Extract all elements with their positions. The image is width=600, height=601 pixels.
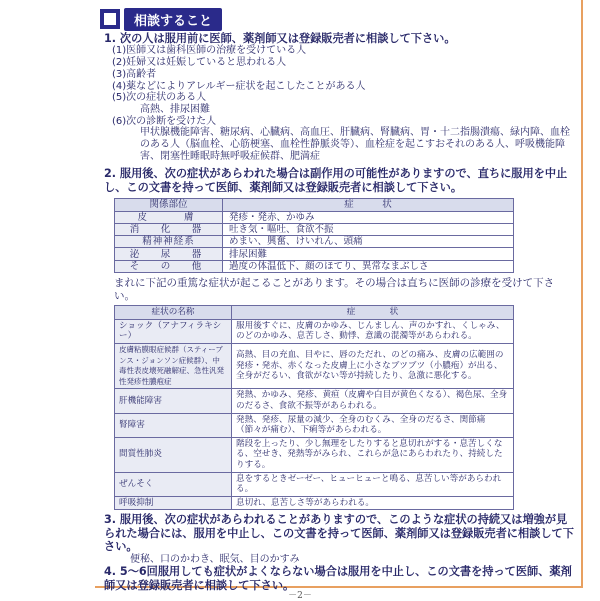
s1-item: (1)医師又は歯科医師の治療を受けている人 bbox=[112, 45, 307, 57]
symptom-desc: 階段を上ったり、少し無理をしたりすると息切れがする・息苦しくなる、空せき、発熱等がみられ、これらが急にあらわれたり、持続したりする。 bbox=[232, 437, 514, 472]
section-title: 相談すること bbox=[124, 8, 222, 31]
table-header: 症 状 bbox=[232, 306, 514, 320]
s1-item: (2)妊婦又は妊娠していると思われる人 bbox=[112, 57, 287, 69]
table-row bbox=[115, 260, 514, 272]
s2-title: 2. 服用後、次の症状があらわれた場合は副作用の可能性がありますので、直ちに服用を中止し、この文書を持って医師、薬剤師又は登録販売者に相談して下さい。 bbox=[104, 167, 568, 194]
s4-title: 4. 5～6回服用しても症状がよくならない場合は服用を中止し、この文書を持って医師、薬剤師又は登録販売者に相談して下さい。 bbox=[104, 565, 572, 592]
symptom-name: ぜんそく bbox=[115, 472, 232, 496]
serious-symptom-table bbox=[114, 305, 514, 510]
table-row bbox=[115, 437, 514, 472]
table-cell: 皮 膚 bbox=[115, 211, 223, 223]
s1-title: 1. 次の人は服用前に医師、薬剤師又は登録販売者に相談して下さい。 bbox=[104, 32, 456, 45]
s1-item: (5)次の症状のある人 bbox=[112, 92, 207, 104]
table-row bbox=[115, 236, 514, 248]
table-header: 症状の名称 bbox=[115, 306, 232, 320]
table-cell: 泌 尿 器 bbox=[115, 248, 223, 260]
symptom-desc: 発熱、かゆみ、発疹、黄疸（皮膚や白目が黄色くなる）、褐色尿、全身のだるさ、食欲不振等があらわれる。 bbox=[232, 389, 514, 413]
table-cell: そ の 他 bbox=[115, 260, 223, 272]
table-cell: 発疹・発赤、かゆみ bbox=[223, 211, 514, 223]
table-row bbox=[115, 223, 514, 235]
symptom-name: ショック（アナフィラキシー） bbox=[115, 319, 232, 343]
table-row bbox=[115, 496, 514, 510]
section-header bbox=[100, 8, 222, 30]
leaflet-icon bbox=[100, 9, 120, 29]
s1-item: (4)薬などによりアレルギー症状を起こしたことがある人 bbox=[112, 80, 366, 92]
symptom-desc: 服用後すぐに、皮膚のかゆみ、じんましん、声のかすれ、くしゃみ、のどのかゆみ、息苦しさ、動悸、意識の混濁等があらわれる。 bbox=[232, 319, 514, 343]
s1-item: (3)高齢者 bbox=[112, 68, 157, 80]
table-row bbox=[115, 413, 514, 437]
s1-item5-detail: 高熱、排尿困難 bbox=[140, 103, 210, 115]
s1-item: (6)次の診断を受けた人 bbox=[112, 115, 217, 127]
table-row bbox=[115, 248, 514, 260]
table-cell: 排尿困難 bbox=[223, 248, 514, 260]
s1-item6-detail: 甲状腺機能障害、糖尿病、心臓病、高血圧、肝臓病、腎臓病、胃・十二指腸潰瘍、緑内障、血栓のある人（脳血栓、心筋梗塞、血栓性静脈炎等）、血栓症を起こすおそれのある人、呼吸機能障害、閉塞性睡眠時無呼吸症候群、肥満症 bbox=[140, 127, 570, 162]
table-row bbox=[115, 472, 514, 496]
page-number: －2－ bbox=[288, 591, 312, 601]
rare-note: まれに下記の重篤な症状が起こることがあります。その場合は直ちに医師の診療を受けて下さい。 bbox=[114, 277, 555, 302]
symptom-desc: 息をするときゼーゼー、ヒューヒューと鳴る、息苦しい等があらわれる。 bbox=[232, 472, 514, 496]
symptom-name: 間質性肺炎 bbox=[115, 437, 232, 472]
symptom-name: 腎障害 bbox=[115, 413, 232, 437]
table-header-row bbox=[115, 199, 514, 211]
table-cell: めまい、興奮、けいれん、頭痛 bbox=[223, 236, 514, 248]
s3-detail: 便秘、口のかわき、眠気、目のかすみ bbox=[130, 553, 300, 565]
table-cell: 精神神経系 bbox=[115, 236, 223, 248]
table-row bbox=[115, 389, 514, 413]
symptom-desc: 息切れ、息苦しさ等があらわれる。 bbox=[232, 496, 514, 510]
table-header: 症 状 bbox=[223, 199, 514, 211]
table-row bbox=[115, 211, 514, 223]
table-header-row bbox=[115, 306, 514, 320]
symptom-name: 肝機能障害 bbox=[115, 389, 232, 413]
side-effect-table bbox=[114, 198, 514, 273]
table-cell: 過度の体温低下、顔のほてり、異常なまぶしさ bbox=[223, 260, 514, 272]
table-row bbox=[115, 319, 514, 343]
table-header: 関係部位 bbox=[115, 199, 223, 211]
table-cell: 消 化 器 bbox=[115, 223, 223, 235]
symptom-desc: 高熱、目の充血、目やに、唇のただれ、のどの痛み、皮膚の広範囲の発疹・発赤、赤くなった皮膚上に小さなブツブツ（小膿疱）が出る、全身がだるい、食欲がない等が持続したり、急激に悪化する。 bbox=[232, 344, 514, 389]
table-row bbox=[115, 344, 514, 389]
s3-title: 3. 服用後、次の症状があらわれることがありますので、このような症状の持続又は増強が見られた場合には、服用を中止し、この文書を持って医師、薬剤師又は登録販売者に相談して下さい。 bbox=[104, 513, 574, 554]
content bbox=[104, 32, 574, 592]
symptom-name: 呼吸抑制 bbox=[115, 496, 232, 510]
symptom-desc: 発熱、発疹、尿量の減少、全身のむくみ、全身のだるさ、関節痛（節々が痛む）、下痢等があらわれる。 bbox=[232, 413, 514, 437]
table-cell: 吐き気・嘔吐、食欲不振 bbox=[223, 223, 514, 235]
symptom-name: 皮膚粘膜眼症候群（スティーブンス・ジョンソン症候群）、中毒性表皮壊死融解症、急性汎発性発疹性膿疱症 bbox=[115, 344, 232, 389]
